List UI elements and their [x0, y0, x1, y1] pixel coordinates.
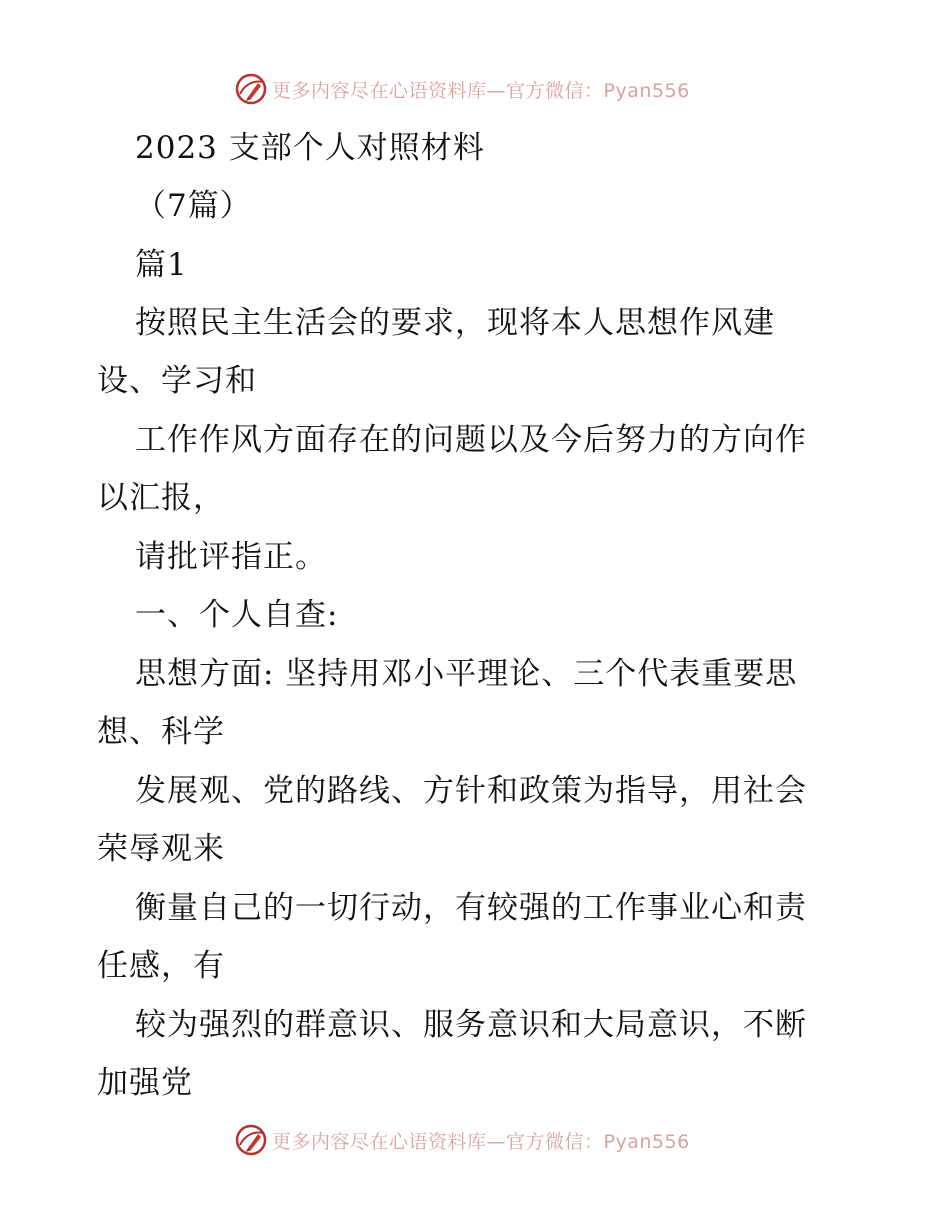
- body-line: 按照民主生活会的要求，现将本人思想作风建: [135, 305, 775, 341]
- body-line: 任感，有: [97, 948, 225, 984]
- header-banner: [234, 70, 690, 108]
- body-line: 发展观、党的路线、方针和政策为指导，用社会: [135, 773, 807, 809]
- body-line: 想、科学: [97, 714, 225, 750]
- pen-logo-icon: [234, 1123, 268, 1157]
- body-line: 以汇报，: [97, 480, 225, 516]
- document-title: 2023 支部个人对照材料: [135, 130, 485, 166]
- body-line: 较为强烈的群意识、服务意识和大局意识，不断: [135, 1007, 807, 1043]
- footer-banner-text: 更多内容尽在心语资料库—官方微信：Pyan556: [272, 1130, 690, 1153]
- body-line: 衡量自己的一切行动，有较强的工作事业心和责: [135, 890, 807, 926]
- document-subtitle: （7篇）: [135, 188, 252, 224]
- header-banner-text: 更多内容尽在心语资料库—官方微信：Pyan556: [272, 79, 690, 102]
- body-line: 荣辱观来: [97, 831, 225, 867]
- body-line: 工作作风方面存在的问题以及今后努力的方向作: [135, 422, 807, 458]
- pen-logo-icon: [234, 72, 268, 106]
- body-line: 请批评指正。: [135, 539, 327, 575]
- body-line: 加强党: [97, 1065, 193, 1101]
- body-line: 设、学习和: [97, 363, 257, 399]
- section-label: 篇1: [135, 247, 188, 283]
- footer-banner: [234, 1121, 690, 1159]
- body-line: 一、个人自查:: [135, 597, 339, 633]
- body-line: 思想方面: 坚持用邓小平理论、三个代表重要思: [135, 656, 798, 692]
